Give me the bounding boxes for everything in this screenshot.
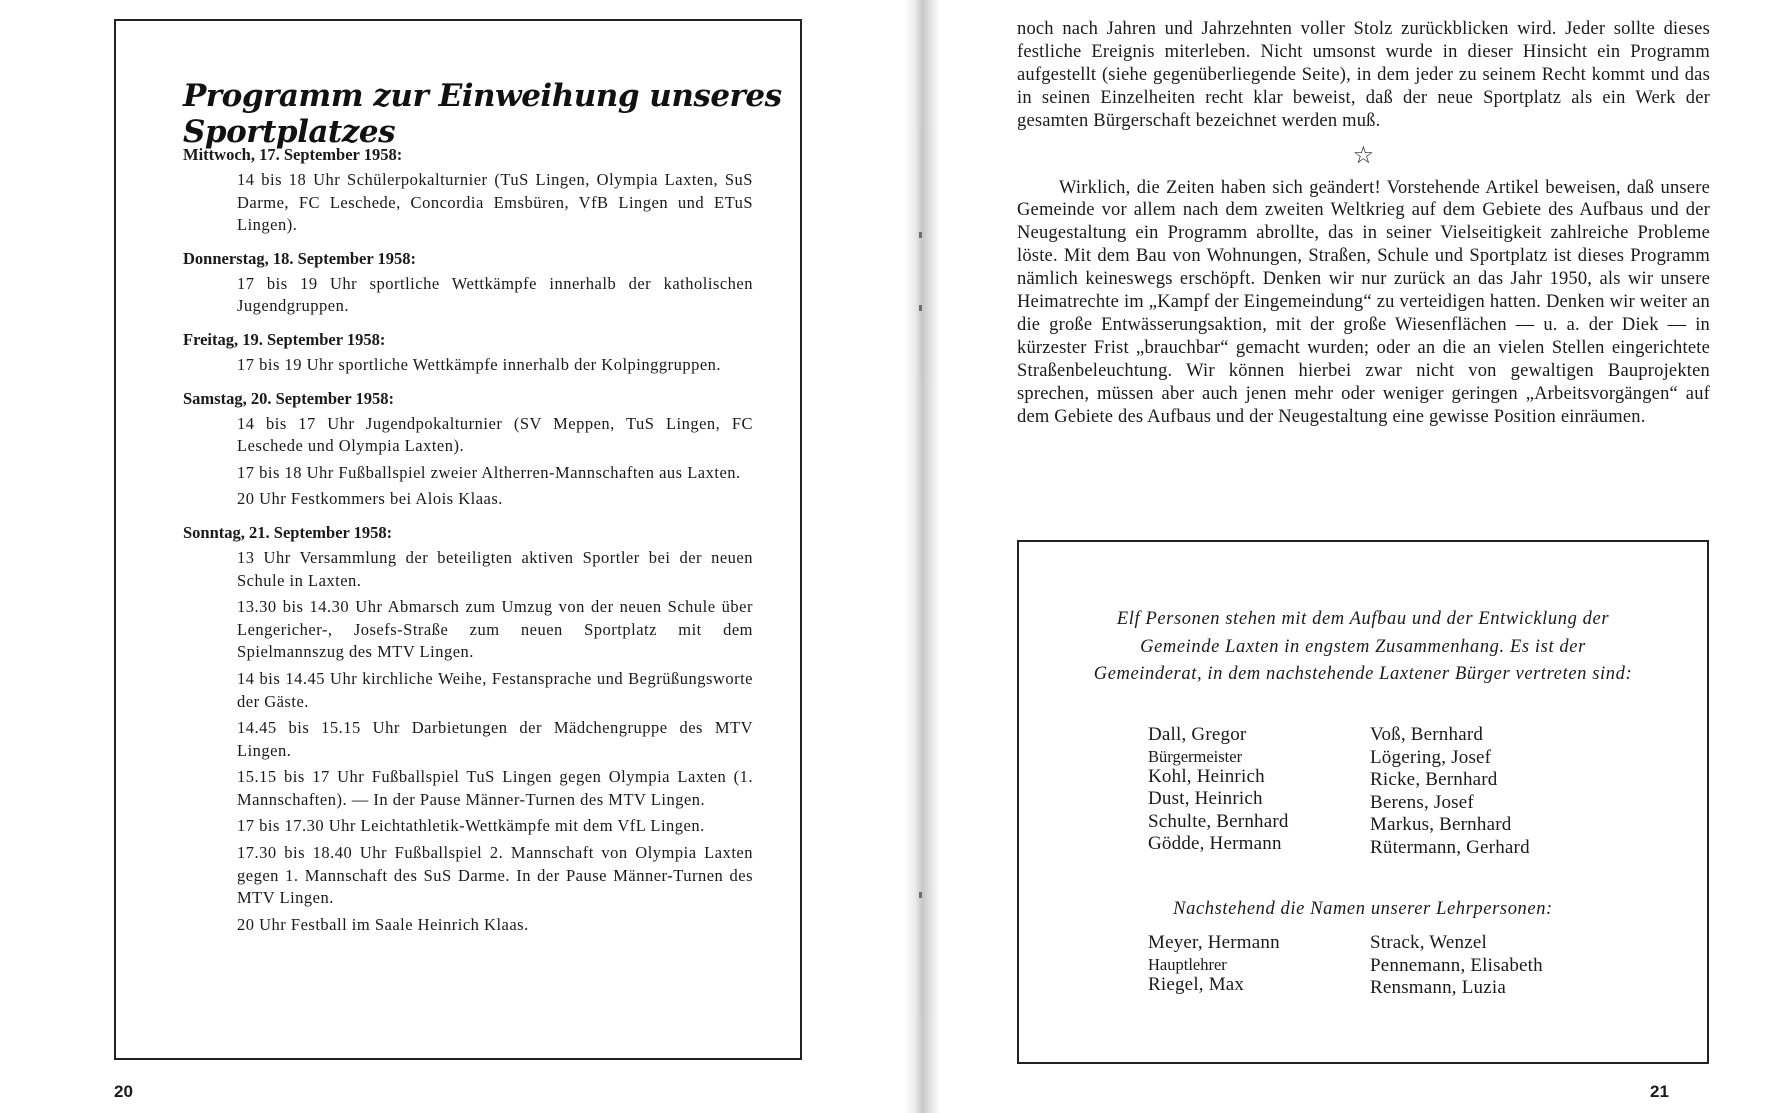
program-day (183, 521, 753, 937)
council-member: Voß, Bernhard (1370, 724, 1484, 745)
teachers-column-right (1370, 932, 1708, 1000)
program-event: 17 bis 18 Uhr Fußballspiel zweier Altherren-Mannschaften aus Laxten. (237, 462, 741, 482)
program-day (183, 387, 753, 511)
teacher-name: Riegel, Max (1148, 973, 1245, 995)
teacher-role: Hauptlehrer (1148, 954, 1227, 974)
teacher-name: Pennemann, Elisabeth (1370, 954, 1543, 976)
program-event: 13 Uhr Versammlung der beteiligten aktiven Sportler bei der neuen Schule in Laxten. (237, 547, 753, 590)
page-number-left: 20 (114, 1082, 133, 1101)
council-member: Rütermann, Gerhard (1370, 836, 1530, 858)
teachers-intro: Nachstehend die Namen unserer Lehrpersonen: (1173, 899, 1553, 919)
council-member: Dall, Gregor (1148, 724, 1247, 745)
program-schedule (183, 143, 753, 946)
program-box (114, 19, 802, 1060)
council-member: Berens, Josef (1370, 791, 1474, 813)
council-member: Gödde, Hermann (1148, 833, 1282, 854)
program-event: 14.45 bis 15.15 Uhr Darbietungen der Mädchengruppe des MTV Lingen. (237, 718, 753, 760)
program-event: 14 bis 17 Uhr Jugendpokalturnier (SV Meppen, TuS Lingen, FC Leschede und Olympia Laxten). (237, 413, 753, 456)
article-paragraph: Wirklich, die Zeiten haben sich geändert! Vorstehende Artikel beweisen, daß unsere Gemeinde vor allem nach dem zweiten Weltkrieg auf dem Gebiete des Aufbaus und der Neugestaltung ein Programm abrollte, das in seiner Vielseitigkeit zahlreiche Probleme löste. Mit dem Bau von Wohnungen, Straßen, Schule und Sportplatz ist dieses Programm nämlich keineswegs erschöpft. Denken wir nur zurück an das Jahr 1950, als wir unsere Heimatrechte im „Kampf der Eingemeindung“ zu verteidigen hatten. Denken wir weiter an die große Entwässerungsaktion, mit der große Wiesenflächen — u. a. der Diek — in kürzester Frist „brauchbar“ gemacht wurden; oder an die an vielen Stellen eingerichtete Straßenbeleuchtung. Wir können hierbei zwar nicht von gewaltigen Bauprojekten sprechen, müssen aber auch jenen mehr oder weniger geringen „Arbeitsvorgängen“ auf dem Gebiete des Aufbaus und der Neugestaltung eine gewisse Position einräumen. (1017, 177, 1710, 427)
program-day (183, 247, 753, 318)
council-box (1017, 540, 1709, 1064)
teacher-list (1148, 932, 1708, 1000)
gutter-speck (919, 305, 922, 311)
program-event: 20 Uhr Festball im Saale Heinrich Klaas. (237, 914, 529, 934)
program-event: 13.30 bis 14.30 Uhr Abmarsch zum Umzug von der neuen Schule über Lengericher-, Josefs-Straße zum neuen Sportplatz mit dem Spielmannszug des MTV Lingen. (237, 597, 753, 662)
council-members (1148, 724, 1708, 859)
teacher-name: Meyer, Hermann (1148, 932, 1280, 953)
teacher-name: Rensmann, Luzia (1370, 977, 1506, 998)
member-role: Bürgermeister (1148, 746, 1243, 766)
council-member: Kohl, Heinrich (1148, 765, 1265, 787)
day-heading: Donnerstag, 18. September 1958: (183, 248, 416, 268)
teacher-name: Strack, Wenzel (1370, 932, 1487, 953)
council-member: Lögering, Josef (1370, 746, 1492, 768)
program-event: 14 bis 14.45 Uhr kirchliche Weihe, Festansprache und Begrüßungsworte der Gäste. (237, 668, 753, 711)
program-event: 17.30 bis 18.40 Uhr Fußballspiel 2. Mannschaft von Olympia Laxten gegen 1. Mannschaft des SuS Darme. In der Pause Männer-Turnen des MTV Lingen. (237, 843, 753, 908)
program-day (183, 143, 753, 237)
day-heading: Freitag, 19. September 1958: (183, 329, 386, 349)
council-member: Dust, Heinrich (1148, 788, 1263, 809)
article-text (1017, 18, 1710, 429)
council-column-left (1148, 724, 1370, 859)
program-title: Programm zur Einweihung unseres Sportplatzes (183, 78, 782, 150)
council-member: Markus, Bernhard (1370, 814, 1512, 835)
teachers-column-left (1148, 932, 1370, 1000)
program-day (183, 328, 753, 377)
star-separator: ☆ (1352, 140, 1375, 169)
page-number-right: 21 (1650, 1082, 1669, 1101)
program-event: 17 bis 19 Uhr sportliche Wettkämpfe innerhalb der Kolpinggruppen. (237, 354, 722, 374)
gutter-speck (919, 232, 922, 238)
book-gutter (905, 0, 940, 1113)
council-member: Ricke, Bernhard (1370, 769, 1498, 790)
council-intro: Elf Personen stehen mit dem Aufbau und der Entwicklung der Gemeinde Laxten in engstem Zusammenhang. Es ist der Gemeinderat, in dem nachstehende Laxtener Bürger vertreten sind: (1093, 609, 1633, 684)
program-event: 17 bis 17.30 Uhr Leichtathletik-Wettkämpfe mit dem VfL Lingen. (237, 816, 705, 836)
day-heading: Samstag, 20. September 1958: (183, 388, 394, 408)
program-event: 14 bis 18 Uhr Schülerpokalturnier (TuS Lingen, Olympia Laxten, SuS Darme, FC Leschede, Concordia Emsbüren, VfB Lingen und ETuS Lingen). (237, 170, 753, 235)
day-heading: Sonntag, 21. September 1958: (183, 522, 393, 542)
gutter-speck (919, 892, 922, 898)
program-event: 15.15 bis 17 Uhr Fußballspiel TuS Lingen gegen Olympia Laxten (1. Mannschaften). — In der Pause Männer-Turnen des MTV Lingen. (237, 767, 753, 809)
article-paragraph: noch nach Jahren und Jahrzehnten voller Stolz zurückblicken wird. Jeder sollte dieses festliche Ereignis miterleben. Nicht umsonst wurde in dieser Hinsicht ein Programm aufgestellt (siehe gegenüberliegende Seite), in dem jeder zu seinem Recht kommt und das in seinen Einzelheiten recht klar beweist, daß der neue Sportplatz als ein Werk der gesamten Bürgerschaft bezeichnet werden muß. (1017, 19, 1710, 131)
council-column-right (1370, 724, 1708, 859)
council-member: Schulte, Bernhard (1148, 810, 1289, 832)
program-event: 20 Uhr Festkommers bei Alois Klaas. (237, 489, 503, 509)
program-event: 17 bis 19 Uhr sportliche Wettkämpfe innerhalb der katholischen Jugendgruppen. (237, 273, 753, 316)
day-heading: Mittwoch, 17. September 1958: (183, 145, 403, 164)
